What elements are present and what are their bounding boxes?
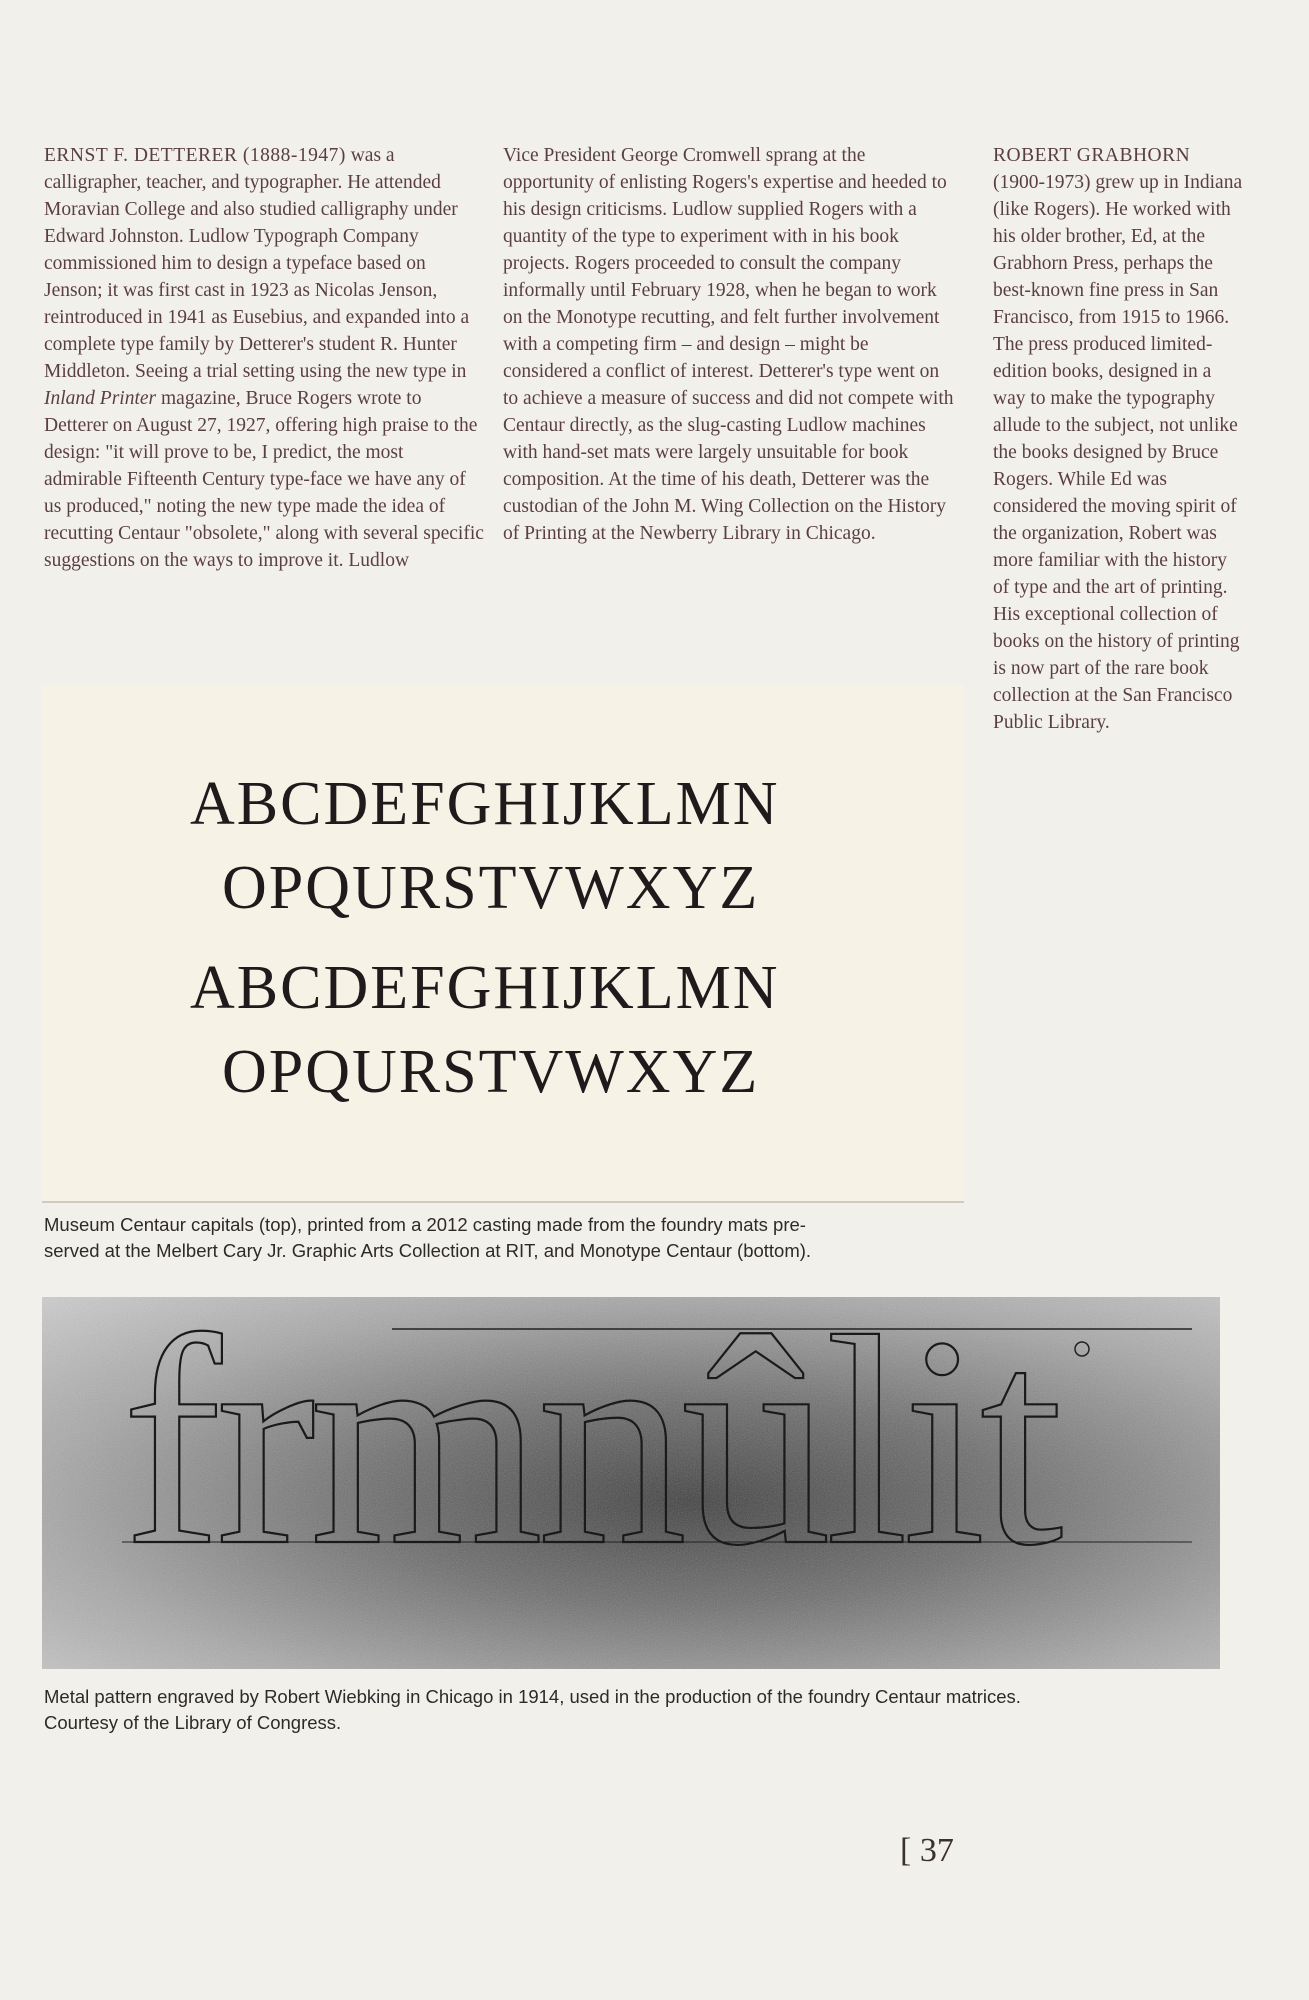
inland-printer-title: Inland Printer — [44, 388, 157, 409]
monotype-centaur-line-2: OPQURSTVWXYZ — [222, 1038, 760, 1106]
detterer-paragraph — [44, 142, 484, 574]
detterer-text-a: was a calligrapher, teacher, and typographer. He attended Moravian College and also studied calligraphy under Edward Johnston. Ludlow Typograph Company commissioned him to design a typeface based on Jenson; it was first cast in 1923 as Nicolas Jenson, reintroduced in 1941 as Eusebius, and expanded into a complete type family by Detterer's student R. Hunter Middleton. Seeing a trial setting using the new type in — [44, 145, 470, 382]
column-detterer — [44, 142, 484, 574]
grabhorn-name: ROBERT GRABHORN — [993, 145, 1191, 166]
specimen-caption-line-2: served at the Melbert Cary Jr. Graphic Arts Collection at RIT, and Monotype Centaur (bottom). — [44, 1240, 812, 1261]
detterer-text-b: magazine, Bruce Rogers wrote to Detterer on August 27, 1927, offering high praise to the design: "it will prove to be, I predict, the most admirable Fifteenth Century type-face we have any of us produced," noting the new type made the idea of recutting Centaur "obsolete," along with several specific suggestions on the ways to improve it. Ludlow — [44, 388, 484, 571]
pattern-caption-line-1: Metal pattern engraved by Robert Wiebking in Chicago in 1914, used in the production of the foundry Centaur matrices. — [44, 1686, 1021, 1707]
column-cromwell — [503, 142, 955, 547]
pattern-caption — [44, 1684, 1021, 1736]
column-grabhorn — [993, 142, 1243, 736]
grabhorn-paragraph — [993, 142, 1243, 736]
type-specimen — [42, 685, 964, 1203]
specimen-caption — [44, 1212, 811, 1264]
page-number: [ 37 — [900, 1832, 954, 1869]
engraved-letters: frmnûlit — [122, 1297, 1058, 1607]
cromwell-paragraph: Vice President George Cromwell sprang at the opportunity of enlisting Rogers's expertise and heeded to his design criticisms. Ludlow supplied Rogers with a quantity of the type to experiment with in his book projects. Rogers proceeded to consult the company informally until February 1928, when he began to work on the Monotype recutting, and felt further involvement with a competing firm – and design – might be considered a conflict of interest. Detterer's type went on to achieve a measure of success and did not compete with Centaur directly, as the slug-casting Ludlow machines with hand-set mats were largely unsuitable for book composition. At the time of his death, Detterer was the custodian of the John M. Wing Collection on the History of Printing at the Newberry Library in Chicago. — [503, 145, 954, 544]
monotype-centaur-line-1: ABCDEFGHIJKLMN — [190, 954, 780, 1022]
grabhorn-text: (1900-1973) grew up in Indiana (like Rogers). He worked with his older brother, Ed, at the Grabhorn Press, perhaps the best-known fine press in San Francisco, from 1915 to 1966. The press produced limited-edition books, designed in a way to make the typography allude to the subject, not unlike the books designed by Bruce Rogers. While Ed was considered the moving spirit of the organization, Robert was more familiar with the history of type and the art of printing. His exceptional collection of books on the history of printing is now part of the rare book collection at the San Francisco Public Library. — [993, 172, 1243, 733]
pattern-caption-line-2: Courtesy of the Library of Congress. — [44, 1712, 342, 1733]
metal-pattern-photo — [42, 1297, 1220, 1669]
museum-centaur-line-2: OPQURSTVWXYZ — [222, 854, 760, 922]
detterer-name: ERNST F. DETTERER (1888-1947) — [44, 145, 346, 166]
metal-pattern-image — [42, 1297, 1220, 1669]
museum-centaur-line-1: ABCDEFGHIJKLMN — [190, 770, 780, 838]
specimen-caption-line-1: Museum Centaur capitals (top), printed from a 2012 casting made from the foundry mats pre- — [44, 1214, 806, 1235]
